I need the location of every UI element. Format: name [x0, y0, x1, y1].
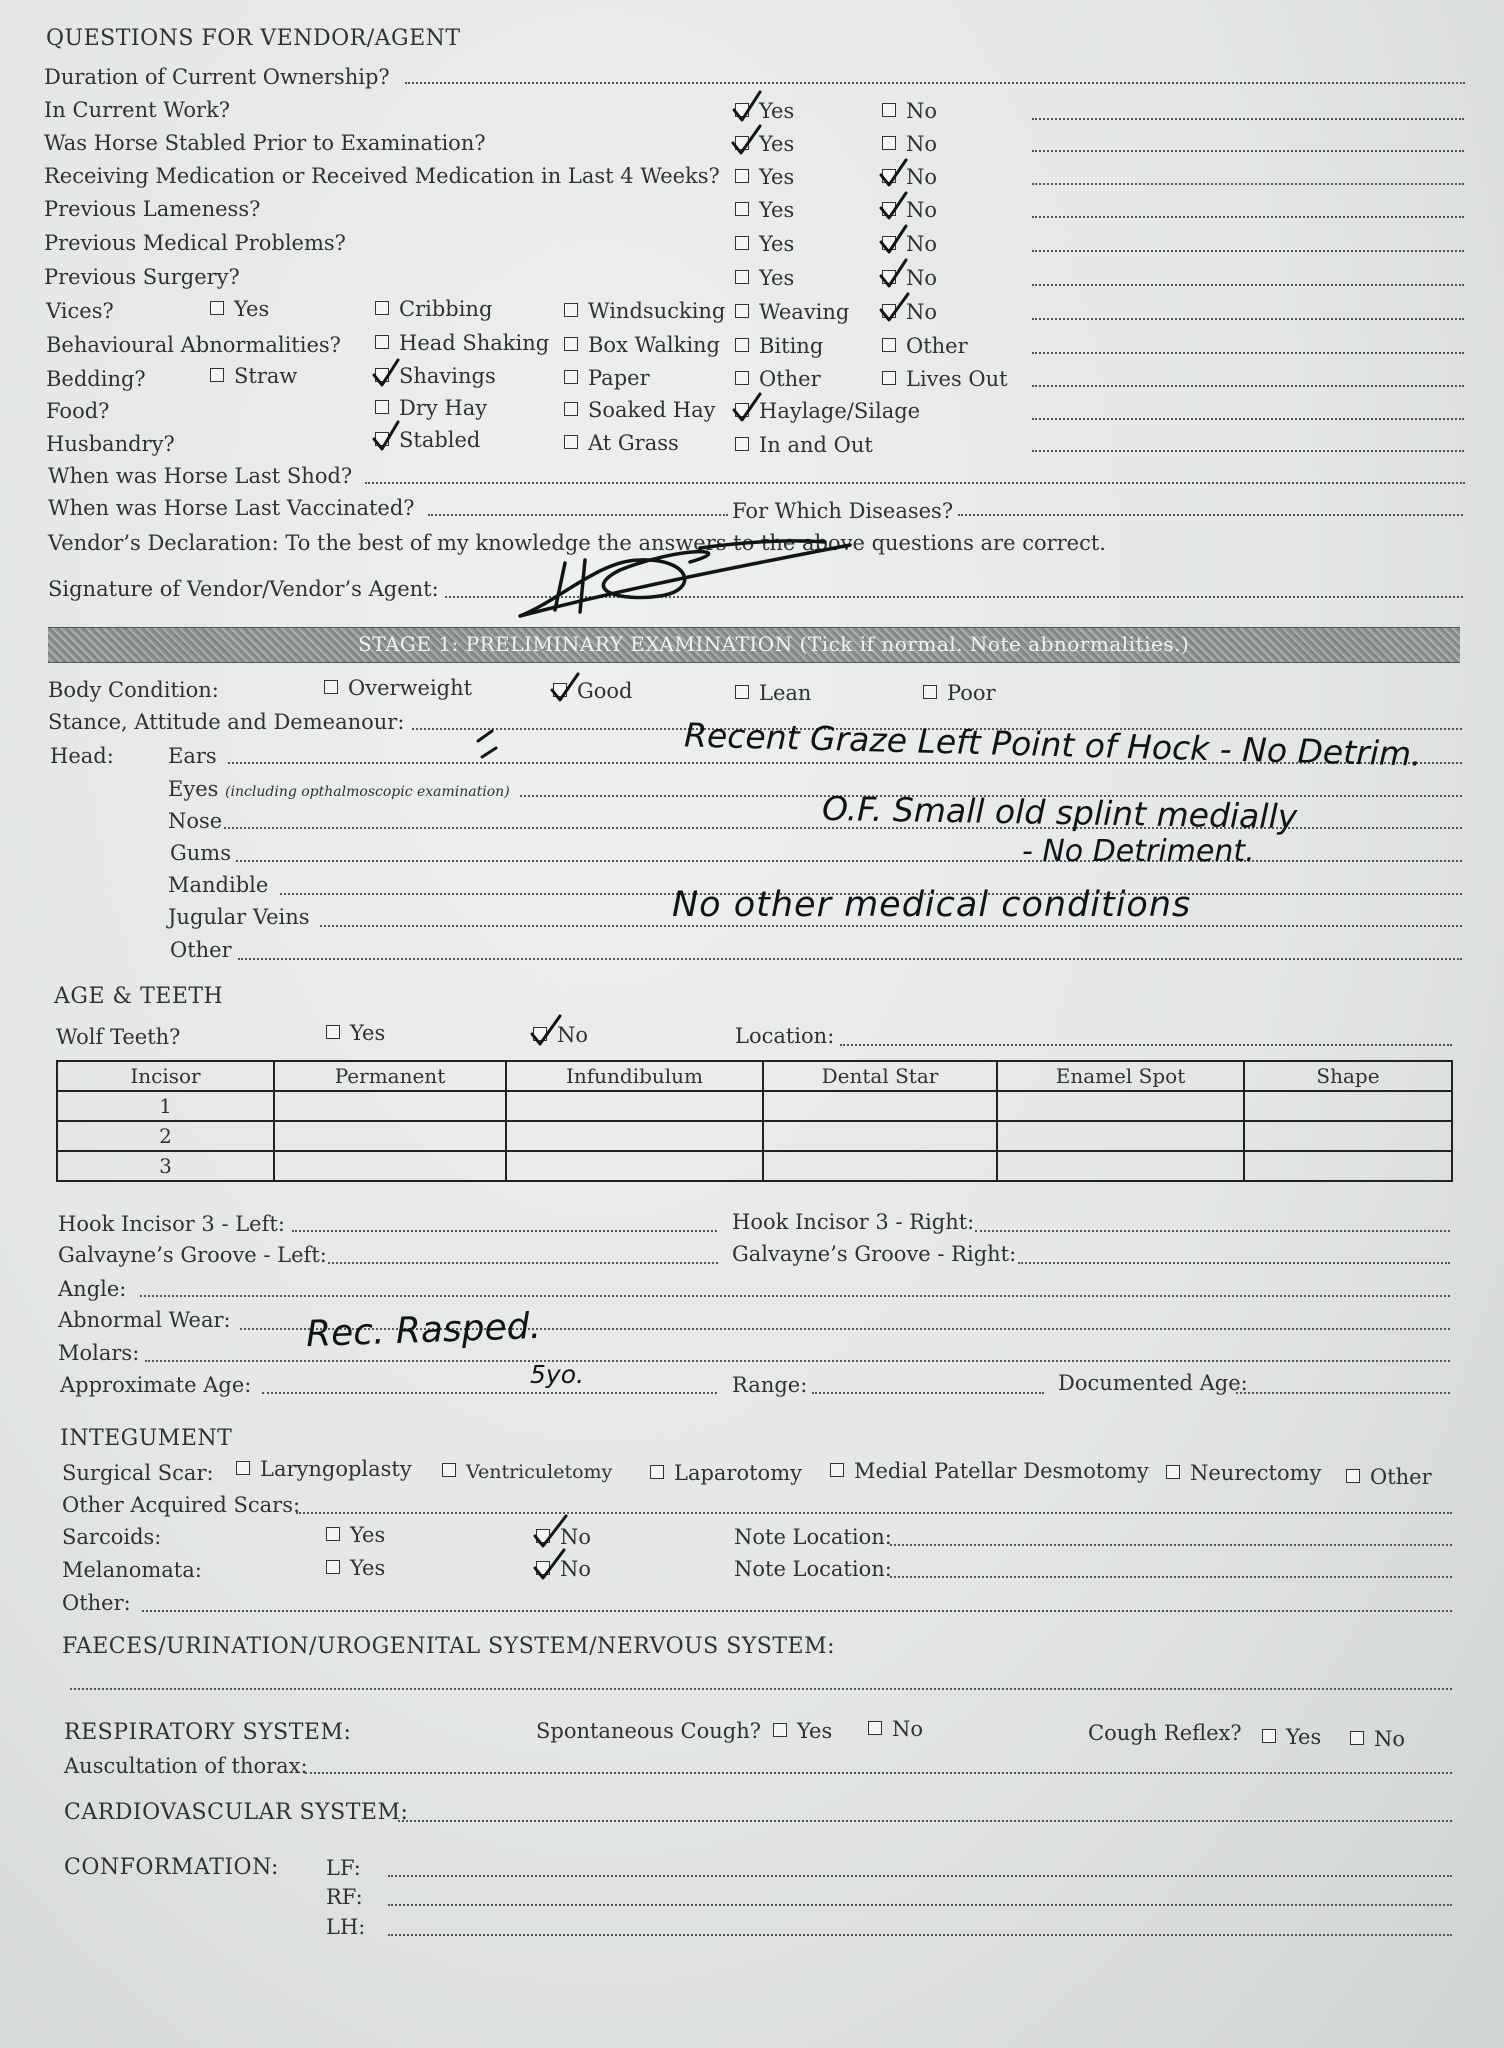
- handwritten-rasped: Rec. Rasped.: [305, 1305, 542, 1356]
- checkbox[interactable]: [375, 301, 389, 315]
- table-cell[interactable]: [763, 1151, 997, 1181]
- stabled-notes[interactable]: [1032, 150, 1464, 152]
- table-cell[interactable]: [506, 1121, 763, 1151]
- eyes-text: Eyes: [168, 777, 219, 801]
- stage1-banner-text: STAGE 1: PRELIMINARY EXAMINATION (Tick if normal. Note abnormalities.): [358, 632, 1190, 656]
- medication-yes[interactable]: Yes: [735, 164, 794, 190]
- handwritten-splint-note: O.F. Small old splint medially: [821, 788, 1298, 837]
- head-label: Head:: [50, 744, 114, 768]
- table-cell[interactable]: [1244, 1121, 1452, 1151]
- scar-laparotomy[interactable]: Laparotomy: [650, 1460, 802, 1486]
- checkbox[interactable]: [650, 1465, 664, 1479]
- medication-label: Receiving Medication or Received Medication in Last 4 Weeks?: [44, 164, 720, 188]
- medical-yes[interactable]: Yes: [735, 231, 794, 257]
- checkbox[interactable]: [882, 103, 896, 117]
- checkbox[interactable]: [735, 403, 749, 417]
- scar-ventriculetomy[interactable]: Ventriculetomy: [442, 1458, 612, 1485]
- documented-age-field[interactable]: [1236, 1392, 1450, 1394]
- vices-label: Vices?: [46, 299, 114, 323]
- checkbox[interactable]: [830, 1463, 844, 1477]
- wolf-no[interactable]: No: [533, 1022, 588, 1048]
- ears-label: Ears: [168, 744, 217, 768]
- in-work-no[interactable]: No: [882, 98, 937, 124]
- handwritten-no-detriment: - No Detriment.: [1022, 834, 1255, 869]
- behaviour-notes[interactable]: [1032, 352, 1464, 354]
- checkbox[interactable]: [210, 301, 224, 315]
- checkbox[interactable]: [564, 337, 578, 351]
- scar-laryngoplasty[interactable]: Laryngoplasty: [236, 1456, 412, 1482]
- incisor-table-header: [57, 1061, 1452, 1091]
- bedding-other[interactable]: Other: [735, 366, 821, 392]
- medical-no[interactable]: No: [882, 231, 937, 257]
- checkbox[interactable]: [564, 370, 578, 384]
- melanomata-no[interactable]: No: [536, 1556, 591, 1582]
- cardiovascular-field[interactable]: [398, 1820, 1452, 1822]
- behav-head-shaking[interactable]: Head Shaking: [375, 330, 549, 356]
- head-other-label: Other: [170, 938, 232, 962]
- cough-reflex-yes[interactable]: Yes: [1262, 1724, 1321, 1750]
- bedding-shavings[interactable]: Shavings: [375, 363, 496, 389]
- head-other-field[interactable]: [238, 958, 1462, 960]
- checkbox[interactable]: [735, 236, 749, 250]
- checkbox[interactable]: [326, 1560, 340, 1574]
- cough-reflex-no[interactable]: No: [1350, 1726, 1405, 1752]
- medication-no[interactable]: No: [882, 164, 937, 190]
- checkbox[interactable]: [1262, 1729, 1276, 1743]
- stance-tick: [478, 731, 492, 741]
- table-row: [57, 1121, 1452, 1151]
- checkbox[interactable]: [923, 685, 937, 699]
- checkbox[interactable]: [564, 402, 578, 416]
- approx-age-label: Approximate Age:: [60, 1373, 252, 1397]
- galv-right-field[interactable]: [1018, 1262, 1450, 1264]
- hook-right-field[interactable]: [975, 1230, 1450, 1232]
- lh-label: LH:: [326, 1915, 366, 1939]
- signature-label: Signature of Vendor/Vendor’s Agent:: [48, 577, 439, 601]
- checkbox[interactable]: [564, 303, 578, 317]
- incisor-2: 2: [57, 1121, 274, 1151]
- stabled-yes[interactable]: Yes: [735, 131, 794, 157]
- bedding-notes[interactable]: [1032, 385, 1464, 387]
- melanomata-note-field[interactable]: [890, 1576, 1452, 1578]
- table-cell[interactable]: [997, 1121, 1244, 1151]
- surgery-no[interactable]: No: [882, 265, 937, 291]
- sarcoids-note-label: Note Location:: [734, 1525, 892, 1549]
- food-haylage[interactable]: Haylage/Silage: [735, 398, 920, 424]
- table-cell[interactable]: [506, 1091, 763, 1121]
- col-shape: Shape: [1244, 1061, 1452, 1091]
- surgical-scar-label: Surgical Scar:: [62, 1461, 214, 1485]
- sarcoids-no[interactable]: No: [536, 1524, 591, 1550]
- mandible-label: Mandible: [168, 873, 269, 897]
- range-label: Range:: [732, 1373, 808, 1397]
- behaviour-label: Behavioural Abnormalities?: [46, 333, 341, 357]
- checkbox[interactable]: [375, 368, 389, 382]
- signature-field[interactable]: [445, 596, 1463, 598]
- jugular-field[interactable]: [320, 925, 1462, 927]
- food-soaked-hay[interactable]: Soaked Hay: [564, 397, 716, 423]
- checkbox[interactable]: [236, 1461, 250, 1475]
- checkbox[interactable]: [210, 368, 224, 382]
- checkbox[interactable]: [536, 1529, 550, 1543]
- checkbox[interactable]: [375, 432, 389, 446]
- incisor-1: 1: [57, 1091, 274, 1121]
- auscultation-field[interactable]: [305, 1772, 1452, 1774]
- spont-cough-yes[interactable]: Yes: [773, 1718, 832, 1744]
- checkbox[interactable]: [533, 1027, 547, 1041]
- col-permanent: Permanent: [274, 1061, 506, 1091]
- integ-other-label: Other:: [62, 1591, 131, 1615]
- col-dental-star: Dental Star: [763, 1061, 997, 1091]
- scar-medial-patellar-desmotomy[interactable]: Medial Patellar Desmotomy: [830, 1458, 1149, 1484]
- behav-other[interactable]: Other: [882, 333, 968, 359]
- vices-cribbing[interactable]: Cribbing: [375, 296, 492, 322]
- lameness-no[interactable]: No: [882, 197, 937, 223]
- medication-notes[interactable]: [1032, 183, 1464, 185]
- checkbox[interactable]: [882, 169, 896, 183]
- table-cell[interactable]: [274, 1091, 506, 1121]
- faeces-field[interactable]: [70, 1688, 1452, 1690]
- col-incisor: Incisor: [57, 1061, 274, 1091]
- vaccinated-label: When was Horse Last Vaccinated?: [48, 496, 415, 520]
- spont-cough-no[interactable]: No: [868, 1716, 923, 1742]
- bedding-paper[interactable]: Paper: [564, 365, 650, 391]
- hook-left-field[interactable]: [292, 1230, 717, 1232]
- wolf-location-field[interactable]: [840, 1044, 1452, 1046]
- diseases-label: For Which Diseases?: [732, 499, 954, 523]
- nose-label: Nose: [168, 809, 223, 833]
- stabled-label: Was Horse Stabled Prior to Examination?: [44, 131, 486, 155]
- diseases-field[interactable]: [958, 514, 1463, 516]
- checkbox[interactable]: [375, 335, 389, 349]
- hook-right-label: Hook Incisor 3 - Right:: [732, 1210, 975, 1234]
- molars-label: Molars:: [58, 1341, 140, 1365]
- approx-age-field[interactable]: [262, 1392, 717, 1394]
- checkbox[interactable]: [735, 685, 749, 699]
- checkbox[interactable]: [882, 136, 896, 150]
- integument-heading: INTEGUMENT: [60, 1426, 233, 1451]
- jugular-label: Jugular Veins: [168, 905, 310, 929]
- integ-other-field[interactable]: [142, 1610, 1452, 1612]
- checkbox[interactable]: [882, 338, 896, 352]
- checkbox[interactable]: [442, 1463, 456, 1477]
- surgery-notes[interactable]: [1032, 284, 1464, 286]
- melanomata-label: Melanomata:: [62, 1558, 202, 1582]
- conformation-heading: CONFORMATION:: [64, 1855, 279, 1880]
- checkbox[interactable]: [735, 371, 749, 385]
- body-condition-label: Body Condition:: [48, 678, 219, 702]
- angle-field[interactable]: [140, 1295, 1450, 1297]
- stage1-banner: [48, 627, 1460, 663]
- auscultation-label: Auscultation of thorax:: [64, 1754, 308, 1778]
- declaration-text: Vendor’s Declaration: To the best of my knowledge the answers to the above questions are correct.: [48, 531, 1106, 555]
- in-work-label: In Current Work?: [44, 98, 231, 122]
- medical-label: Previous Medical Problems?: [44, 231, 346, 255]
- cough-reflex-label: Cough Reflex?: [1088, 1721, 1242, 1745]
- medical-notes[interactable]: [1032, 250, 1464, 252]
- vaccinated-field[interactable]: [428, 514, 728, 516]
- table-cell[interactable]: [763, 1121, 997, 1151]
- checkbox[interactable]: [735, 437, 749, 451]
- table-cell[interactable]: [506, 1151, 763, 1181]
- vendor-section-heading: QUESTIONS FOR VENDOR/AGENT: [46, 26, 461, 51]
- checkbox[interactable]: [735, 304, 749, 318]
- vices-windsucking[interactable]: Windsucking: [564, 298, 725, 324]
- body-lean[interactable]: Lean: [735, 680, 811, 706]
- checkbox[interactable]: [735, 270, 749, 284]
- hook-left-label: Hook Incisor 3 - Left:: [58, 1212, 285, 1236]
- col-infundibulum: Infundibulum: [506, 1061, 763, 1091]
- table-cell[interactable]: [274, 1121, 506, 1151]
- acquired-scars-label: Other Acquired Scars:: [62, 1493, 301, 1517]
- incisor-table: [56, 1060, 1453, 1182]
- duration-label: Duration of Current Ownership?: [44, 65, 390, 89]
- lameness-label: Previous Lameness?: [44, 197, 261, 221]
- molars-field[interactable]: [145, 1360, 1450, 1362]
- vices-notes[interactable]: [1032, 318, 1464, 320]
- body-overweight[interactable]: Overweight: [324, 675, 472, 701]
- faeces-heading: FAECES/URINATION/UROGENITAL SYSTEM/NERVOUS SYSTEM:: [62, 1634, 836, 1659]
- eyes-note: (including opthalmoscopic examination): [225, 784, 510, 800]
- checkbox[interactable]: [375, 400, 389, 414]
- range-field[interactable]: [812, 1392, 1044, 1394]
- wolf-teeth-label: Wolf Teeth?: [56, 1025, 181, 1049]
- gums-field[interactable]: [236, 860, 1462, 862]
- galv-left-field[interactable]: [328, 1262, 718, 1264]
- checkbox[interactable]: [536, 1561, 550, 1575]
- shod-label: When was Horse Last Shod?: [48, 464, 353, 488]
- vices-weaving[interactable]: Weaving: [735, 299, 849, 325]
- checkbox[interactable]: [882, 202, 896, 216]
- incisor-3: 3: [57, 1151, 274, 1181]
- husbandry-stabled[interactable]: Stabled: [375, 427, 480, 453]
- galv-right-label: Galvayne’s Groove - Right:: [732, 1242, 1017, 1266]
- sarcoids-label: Sarcoids:: [62, 1525, 162, 1549]
- checkbox[interactable]: [882, 304, 896, 318]
- table-cell[interactable]: [997, 1151, 1244, 1181]
- table-cell[interactable]: [274, 1151, 506, 1181]
- checkbox[interactable]: [324, 680, 338, 694]
- handwritten-no-other-conditions: No other medical conditions: [672, 885, 1192, 925]
- sarcoids-note-field[interactable]: [890, 1544, 1452, 1546]
- in-work-yes[interactable]: Yes: [735, 98, 794, 124]
- table-cell[interactable]: [763, 1091, 997, 1121]
- husbandry-label: Husbandry?: [46, 432, 175, 456]
- behav-box-walking[interactable]: Box Walking: [564, 332, 720, 358]
- respiratory-heading: RESPIRATORY SYSTEM:: [64, 1720, 352, 1745]
- husbandry-in-and-out[interactable]: In and Out: [735, 432, 873, 458]
- checkbox[interactable]: [868, 1721, 882, 1735]
- ears-tick: [482, 748, 496, 757]
- rf-label: RF:: [326, 1885, 363, 1909]
- table-row: [57, 1151, 1452, 1181]
- checkbox[interactable]: [882, 371, 896, 385]
- duration-field[interactable]: [405, 82, 1465, 84]
- behav-biting[interactable]: Biting: [735, 333, 823, 359]
- checkbox[interactable]: [882, 236, 896, 250]
- bedding-lives-out[interactable]: Lives Out: [882, 366, 1008, 392]
- food-notes[interactable]: [1032, 418, 1464, 420]
- scar-other[interactable]: Other: [1346, 1464, 1432, 1490]
- gums-label: Gums: [170, 841, 231, 865]
- food-dry-hay[interactable]: Dry Hay: [375, 395, 487, 421]
- table-row: [57, 1091, 1452, 1121]
- checkbox[interactable]: [735, 202, 749, 216]
- rf-field[interactable]: [388, 1904, 1452, 1906]
- spontaneous-cough-label: Spontaneous Cough?: [536, 1719, 761, 1743]
- checkbox[interactable]: [1350, 1731, 1364, 1745]
- scar-neurectomy[interactable]: Neurectomy: [1166, 1460, 1321, 1486]
- acquired-scars-field[interactable]: [296, 1512, 1452, 1514]
- checkbox[interactable]: [1346, 1469, 1360, 1483]
- checkbox[interactable]: [735, 169, 749, 183]
- melanomata-note-label: Note Location:: [734, 1557, 892, 1581]
- lameness-yes[interactable]: Yes: [735, 197, 794, 223]
- eyes-label: [168, 776, 510, 805]
- handwritten-age: 5yo.: [530, 1360, 584, 1389]
- teeth-heading: AGE & TEETH: [54, 984, 224, 1009]
- lameness-notes[interactable]: [1032, 216, 1464, 218]
- stance-label: Stance, Attitude and Demeanour:: [48, 710, 405, 734]
- checkbox[interactable]: [564, 435, 578, 449]
- handwritten-graze-note: Recent Graze Left Point of Hock - No Detrim.: [683, 715, 1423, 774]
- in-work-notes[interactable]: [1032, 118, 1464, 120]
- checkbox[interactable]: [735, 136, 749, 150]
- abnormal-wear-label: Abnormal Wear:: [58, 1308, 231, 1332]
- vices-yes[interactable]: Yes: [210, 296, 269, 322]
- bedding-label: Bedding?: [46, 367, 146, 391]
- wolf-location-label: Location:: [735, 1024, 835, 1048]
- sarcoids-yes[interactable]: Yes: [326, 1522, 385, 1548]
- table-cell[interactable]: [1244, 1151, 1452, 1181]
- checkbox[interactable]: [735, 103, 749, 117]
- body-poor[interactable]: Poor: [923, 680, 996, 706]
- galv-left-label: Galvayne’s Groove - Left:: [58, 1243, 327, 1267]
- lh-field[interactable]: [388, 1934, 1452, 1936]
- cardiovascular-heading: CARDIOVASCULAR SYSTEM:: [64, 1800, 409, 1825]
- husbandry-notes[interactable]: [1032, 450, 1464, 452]
- col-enamel-spot: Enamel Spot: [997, 1061, 1244, 1091]
- stabled-no[interactable]: No: [882, 131, 937, 157]
- wolf-yes[interactable]: Yes: [326, 1020, 385, 1046]
- checkbox[interactable]: [773, 1723, 787, 1737]
- shod-field[interactable]: [365, 482, 1465, 484]
- checkbox[interactable]: [735, 338, 749, 352]
- documented-age-label: Documented Age:: [1058, 1371, 1248, 1395]
- checkbox[interactable]: [326, 1025, 340, 1039]
- checkbox[interactable]: [553, 683, 567, 697]
- checkbox[interactable]: [1166, 1465, 1180, 1479]
- food-label: Food?: [46, 399, 110, 423]
- table-cell[interactable]: [997, 1091, 1244, 1121]
- checkbox[interactable]: [882, 270, 896, 284]
- lf-label: LF:: [326, 1856, 361, 1880]
- melanomata-yes[interactable]: Yes: [326, 1555, 385, 1581]
- lf-field[interactable]: [388, 1875, 1452, 1877]
- bedding-straw[interactable]: Straw: [210, 363, 297, 389]
- husbandry-at-grass[interactable]: At Grass: [564, 430, 679, 456]
- vices-no[interactable]: No: [882, 299, 937, 325]
- angle-label: Angle:: [58, 1277, 127, 1301]
- surgery-label: Previous Surgery?: [44, 265, 240, 289]
- body-good[interactable]: Good: [553, 678, 633, 704]
- table-cell[interactable]: [1244, 1091, 1452, 1121]
- surgery-yes[interactable]: Yes: [735, 265, 794, 291]
- checkbox[interactable]: [326, 1527, 340, 1541]
